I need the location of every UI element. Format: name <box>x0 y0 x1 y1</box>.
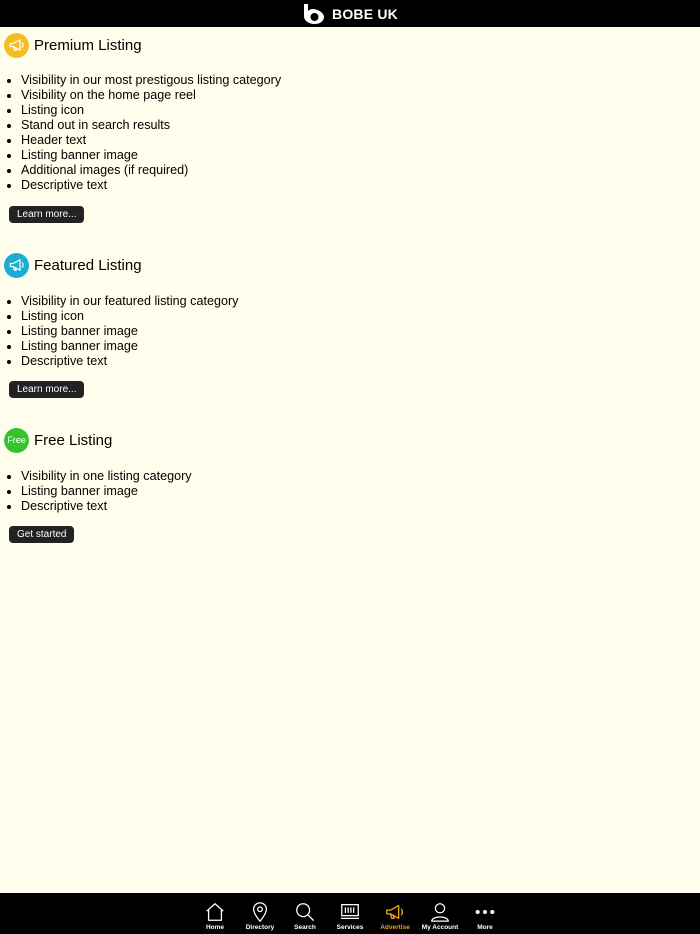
list-item: • Listing icon <box>21 309 238 324</box>
list-item: • Listing banner image <box>21 324 238 339</box>
list-item: • Header text <box>21 133 281 148</box>
featured-header <box>4 252 142 278</box>
tab-label: Search <box>294 924 316 931</box>
tab-advertise[interactable] <box>373 893 418 934</box>
services-icon <box>339 901 361 923</box>
megaphone-icon <box>8 36 26 54</box>
list-item: • Listing icon <box>21 103 281 118</box>
tab-label: Advertise <box>380 924 410 931</box>
list-item: • Visibility in one listing category <box>21 469 192 484</box>
featured-badge <box>4 253 29 278</box>
tab-more[interactable] <box>463 893 508 934</box>
megaphone-icon <box>8 256 26 274</box>
tab-directory[interactable] <box>238 893 283 934</box>
premium-header <box>4 32 142 58</box>
list-item: • Descriptive text <box>21 499 192 514</box>
list-item: • Stand out in search results <box>21 118 281 133</box>
list-item: • Additional images (if required) <box>21 163 281 178</box>
free-badge-text: Free <box>7 435 26 445</box>
free-title: Free Listing <box>34 431 113 449</box>
list-item: • Visibility in our most prestigous listing category <box>21 73 281 88</box>
bottom-tab-bar <box>0 893 700 934</box>
list-item: • Listing banner image <box>21 339 238 354</box>
premium-badge <box>4 33 29 58</box>
megaphone-icon <box>384 901 406 923</box>
tab-search[interactable] <box>283 893 328 934</box>
tab-label: Directory <box>245 924 275 931</box>
more-dots-icon <box>474 901 496 923</box>
tab-my-account[interactable] <box>418 893 463 934</box>
tab-label: Home <box>205 924 225 931</box>
tab-home[interactable] <box>193 893 238 934</box>
list-item: • Listing banner image <box>21 148 281 163</box>
search-icon <box>294 901 316 923</box>
list-item: • Listing banner image <box>21 484 192 499</box>
tab-services[interactable] <box>328 893 373 934</box>
list-item: • Descriptive text <box>21 178 281 193</box>
premium-feature-list <box>0 73 281 193</box>
map-pin-icon <box>249 901 271 923</box>
free-get-started-button[interactable]: Get started <box>9 526 74 543</box>
brand[interactable] <box>302 3 398 25</box>
tab-label: My Account <box>421 924 459 931</box>
featured-title: Featured Listing <box>34 256 142 274</box>
free-header <box>4 427 112 453</box>
list-item: • Descriptive text <box>21 354 238 369</box>
list-item: • Visibility on the home page reel <box>21 88 281 103</box>
premium-title: Premium Listing <box>34 36 142 54</box>
app-title: BOBE UK <box>332 5 398 22</box>
home-icon <box>204 901 226 923</box>
list-item: • Visibility in our featured listing category <box>21 294 238 309</box>
bobe-b-logo-icon <box>302 3 326 25</box>
premium-learn-more-button[interactable]: Learn more... <box>9 206 84 223</box>
featured-learn-more-button[interactable]: Learn more... <box>9 381 84 398</box>
tab-label: Services <box>336 924 364 931</box>
user-icon <box>429 901 451 923</box>
featured-feature-list <box>0 294 238 369</box>
tab-label: More <box>477 924 493 931</box>
top-bar <box>0 0 700 27</box>
free-feature-list <box>0 469 192 514</box>
free-badge <box>4 428 29 453</box>
